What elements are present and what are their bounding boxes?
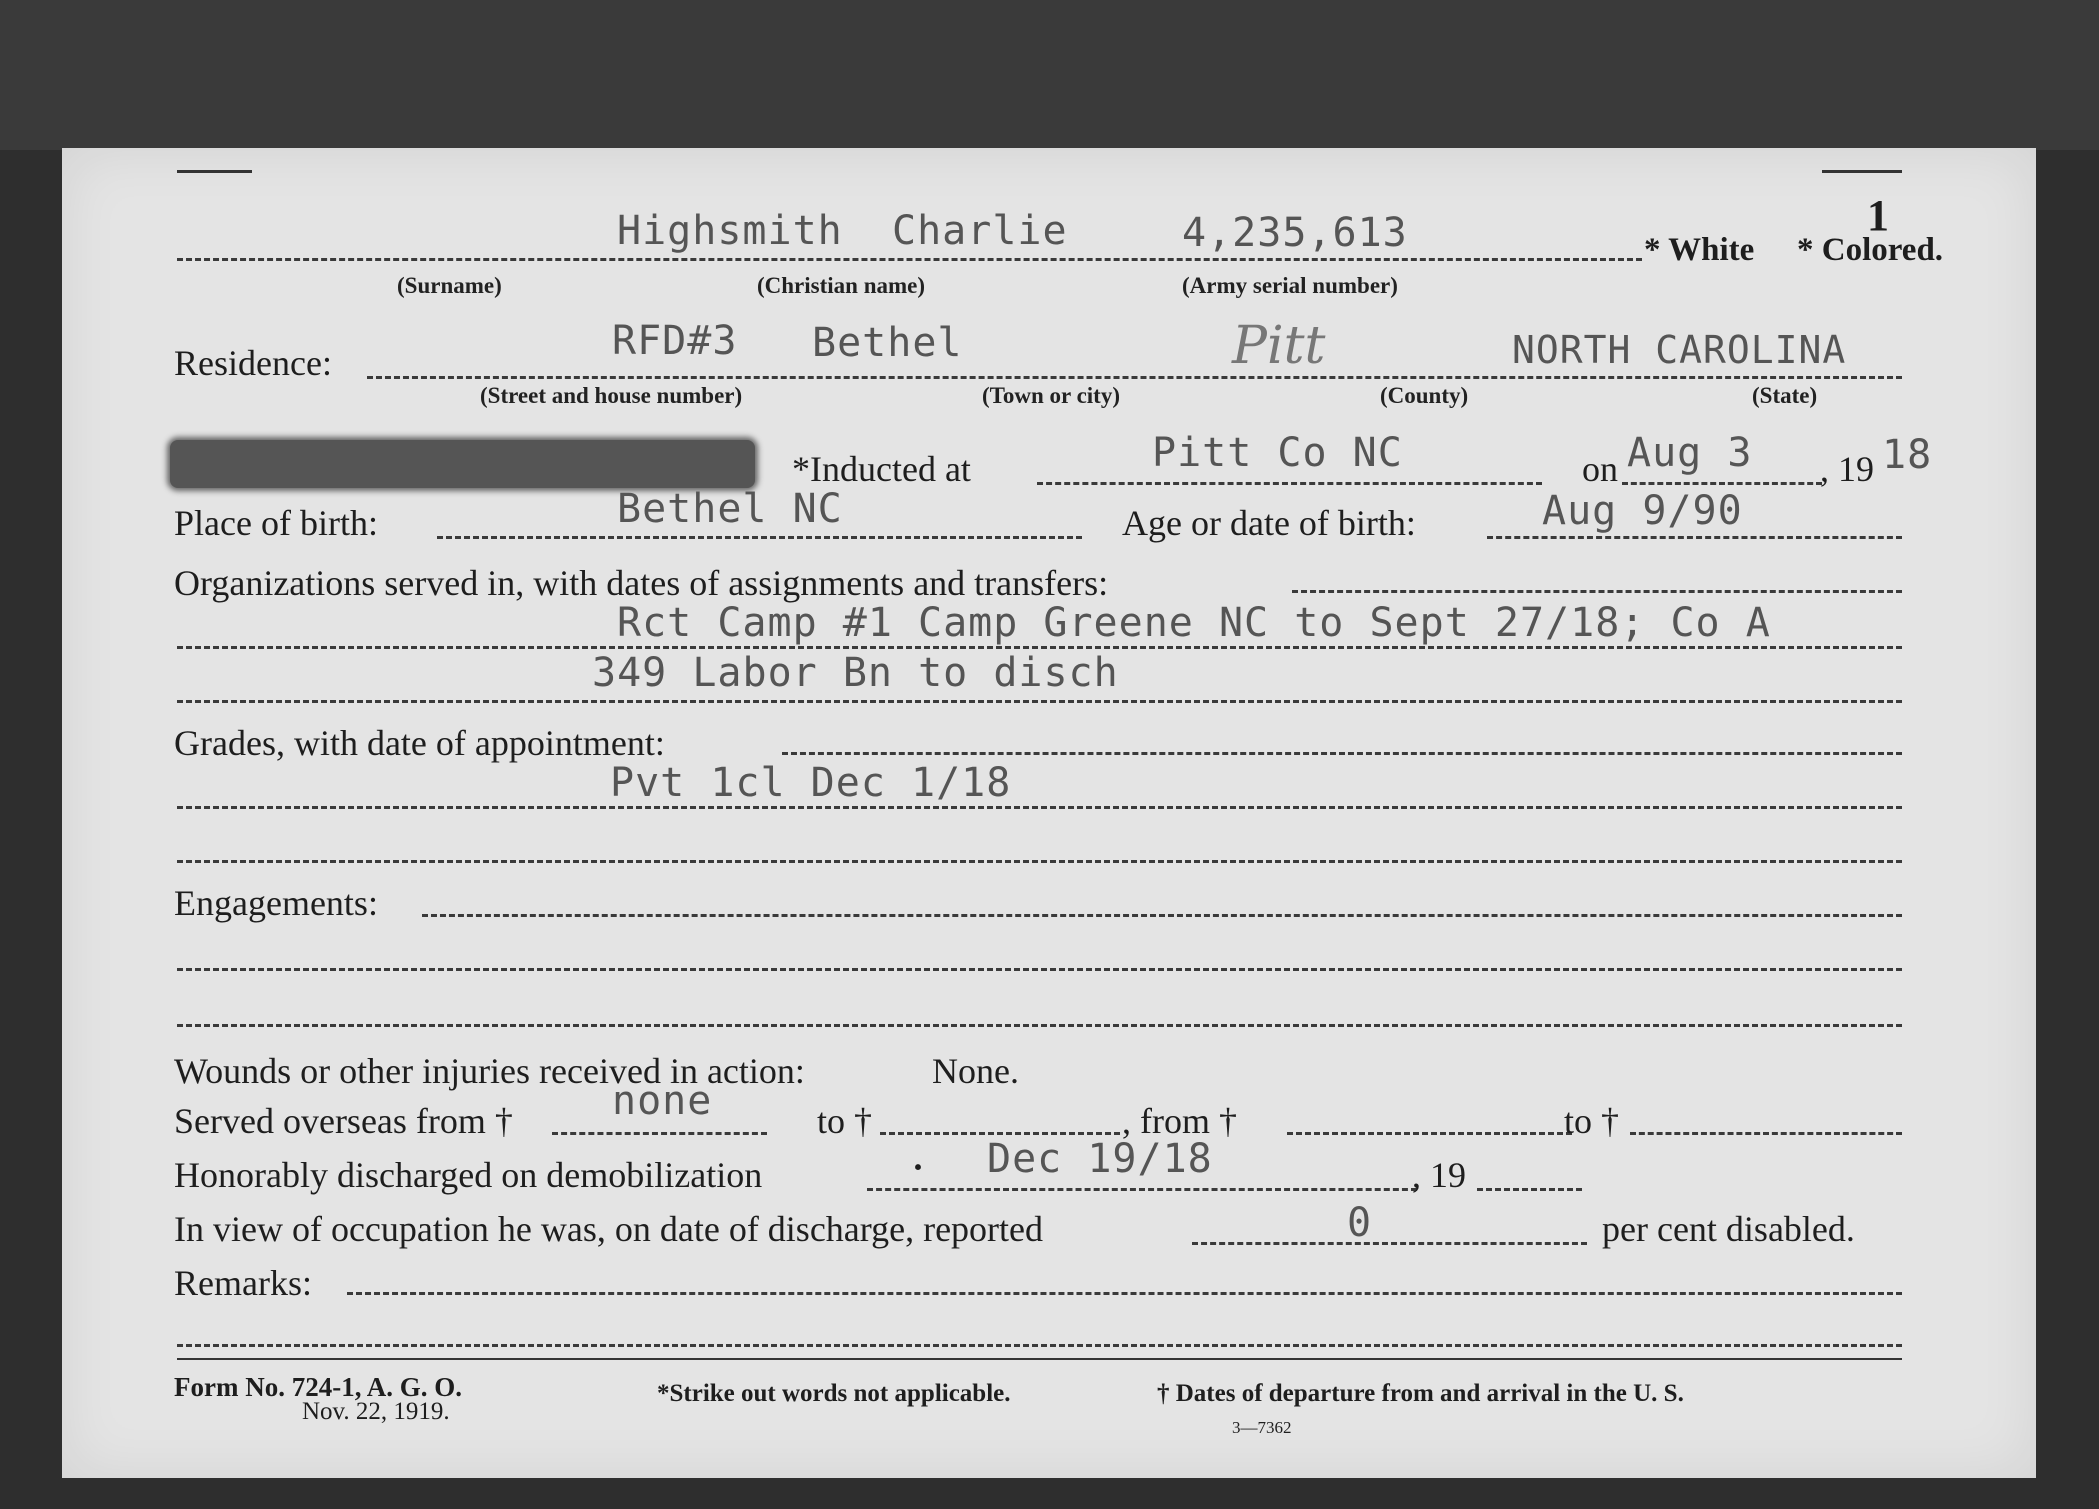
organizations-label: Organizations served in, with dates of assignments and transfers: (174, 563, 1109, 603)
engagements-line2 (177, 968, 1902, 971)
discharge-dot: · (912, 1147, 925, 1187)
overseas-label: Served overseas from † (174, 1101, 513, 1141)
caption-street: (Street and house number) (480, 383, 743, 408)
surname-value: Highsmith (617, 208, 843, 254)
inducted-on-label: on (1582, 449, 1618, 489)
footer-code: 3—7362 (1232, 1418, 1292, 1437)
overseas-to2-label: to † (1564, 1101, 1620, 1141)
residence-street-value: RFD#3 (612, 318, 738, 364)
inducted-date-value: Aug 3 (1627, 430, 1753, 476)
birth-date-value: Aug 9/90 (1542, 488, 1743, 534)
inducted-date-line (1622, 482, 1822, 485)
name-line (177, 258, 1642, 261)
residence-county-value: Pitt (1232, 316, 1326, 376)
organizations-line1-value: Rct Camp #1 Camp Greene NC to Sept 27/18; Co A (617, 600, 1771, 646)
overseas-from-line (552, 1132, 767, 1135)
discharge-date-value: Dec 19/18 (987, 1136, 1213, 1182)
footer-rule (177, 1358, 1902, 1360)
overseas-to2-line (1630, 1132, 1902, 1135)
engagements-line1 (422, 914, 1902, 917)
inducted-place-value: Pitt Co NC (1152, 430, 1403, 476)
remarks-line2 (177, 1344, 1902, 1347)
caption-county: (County) (1380, 383, 1469, 408)
overseas-to1-line (880, 1132, 1120, 1135)
inducted-year-prefix: , 19 (1820, 449, 1874, 489)
wounds-value: None. (932, 1051, 1019, 1091)
birth-date-label: Age or date of birth: (1122, 503, 1416, 543)
disability-label: In view of occupation he was, on date of discharge, reported (174, 1209, 1044, 1249)
discharge-label: Honorably discharged on demobilization (174, 1155, 763, 1195)
residence-line (367, 376, 1902, 379)
footer-note-dates: † Dates of departure from and arrival in the U. S. (1157, 1380, 1684, 1407)
residence-town-value: Bethel (812, 320, 963, 366)
christian-name-value: Charlie (892, 208, 1068, 254)
top-left-rule (177, 170, 252, 173)
organizations-line2-value: 349 Labor Bn to disch (592, 650, 1119, 696)
inducted-label: *Inducted at (792, 449, 971, 489)
footer-form-date: Nov. 22, 1919. (302, 1398, 450, 1425)
birth-date-line (1487, 536, 1902, 539)
grades-label-line (782, 752, 1902, 755)
caption-surname: (Surname) (397, 273, 502, 298)
residence-label: Residence: (174, 343, 332, 383)
caption-state: (State) (1752, 383, 1818, 408)
top-right-rule (1822, 170, 1902, 173)
discharge-date-line (867, 1188, 1417, 1191)
birth-place-line (437, 536, 1082, 539)
grades-line1-value: Pvt 1cl Dec 1/18 (610, 760, 1012, 806)
caption-serial: (Army serial number) (1182, 273, 1398, 298)
caption-town: (Town or city) (982, 383, 1120, 408)
overseas-to1-label: to † (817, 1101, 873, 1141)
caption-christian: (Christian name) (757, 273, 926, 298)
engagements-label: Engagements: (174, 883, 378, 923)
service-record-card (62, 148, 2036, 1478)
overseas-value: none (612, 1078, 713, 1124)
disability-value: 0 (1347, 1200, 1373, 1246)
discharge-year-line (1477, 1188, 1582, 1191)
card-number: 1 (1867, 191, 1889, 240)
organizations-line2 (177, 700, 1902, 703)
inducted-year-suffix: 18 (1882, 432, 1933, 478)
serial-number-value: 4,235,613 (1182, 210, 1408, 256)
remarks-line1 (347, 1292, 1902, 1295)
footer-note-strike: *Strike out words not applicable. (657, 1380, 1011, 1407)
inducted-line (1037, 482, 1542, 485)
organizations-label-line (1292, 590, 1902, 593)
birth-place-value: Bethel NC (617, 486, 843, 532)
grades-label: Grades, with date of appointment: (174, 723, 665, 763)
redaction-smudge (170, 440, 755, 488)
footer-form-no: Form No. 724-1, A. G. O. (174, 1372, 462, 1402)
residence-state-value: NORTH CAROLINA (1512, 328, 1847, 372)
overseas-from2-line (1287, 1132, 1572, 1135)
birth-place-label: Place of birth: (174, 503, 378, 543)
organizations-line1 (177, 646, 1902, 649)
grades-line1 (177, 806, 1902, 809)
discharge-year-prefix: , 19 (1412, 1155, 1466, 1195)
engagements-line3 (177, 1024, 1902, 1027)
race-colored: * Colored. (1797, 232, 1944, 268)
wounds-label: Wounds or other injuries received in action: (174, 1051, 805, 1091)
remarks-label: Remarks: (174, 1263, 312, 1303)
scanner-background (0, 0, 2099, 150)
disability-line (1192, 1242, 1587, 1245)
disability-suffix: per cent disabled. (1602, 1209, 1855, 1249)
grades-line2 (177, 860, 1902, 863)
overseas-from-label: , from † (1122, 1101, 1237, 1141)
race-white: * White (1644, 232, 1755, 268)
